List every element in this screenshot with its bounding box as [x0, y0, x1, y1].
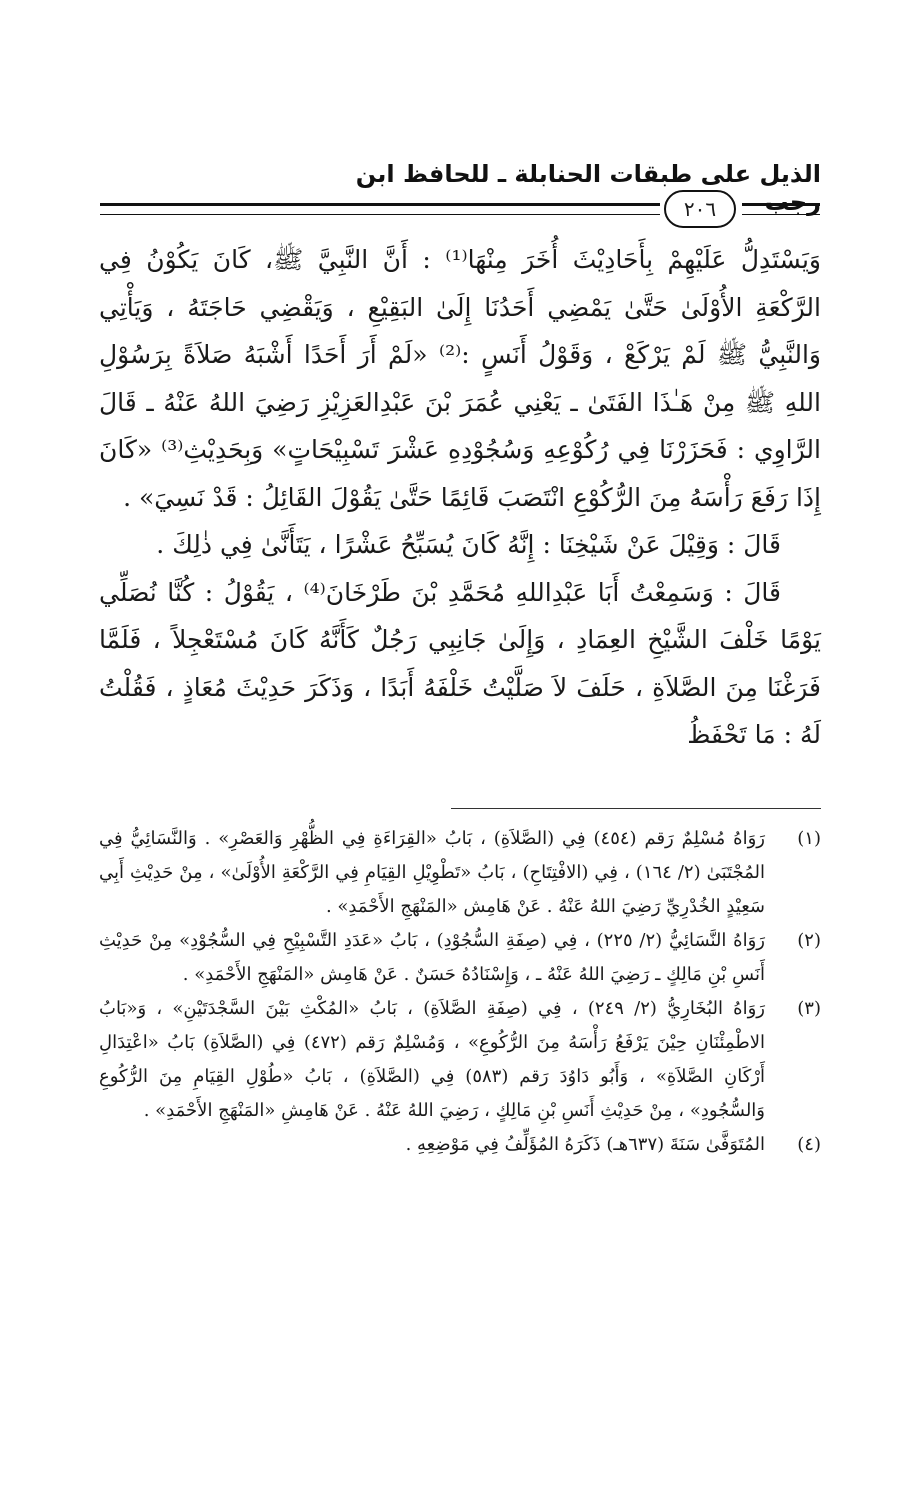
footnote-2	[99, 924, 821, 992]
footnote-text: رَوَاهُ البُخَارِيُّ (٢/ ٢٤٩) ، فِي (صِفَةِ الصَّلاَةِ) ، بَابُ «المُكْثِ بَيْنَ السَّجْدَتَيْنِ» ، وَ«بَابُ الاطْمِئْنَانِ حِيْنَ يَرْفَعُ رَأْسَهُ مِنَ الرُّكُوعِ» ، وَمُسْلِمٌ رَقم (٤٧٢) فِي (الصَّلاَةِ) بَابُ «اعْتِدَالِ أَرْكَانِ الصَّلاَةِ» ، وَأَبُو دَاوُدَ رَقم (٥٨٣) فِي (الصَّلاَةِ) ، بَابُ «طُوْلِ القِيَامِ مِنَ الرُّكُوعِ وَالسُّجُودِ» ، مِنْ حَدِيْثِ أَنَسِ بْنِ مَالِكٍ ، رَضِيَ اللهُ عَنْهُ . عَنْ هَامِشِ «المَنْهَجِ الأَحْمَدِ» .	[99, 998, 765, 1121]
paragraph-1: وَيَسْتَدِلُّ عَلَيْهِمْ بِأَحَادِيْثَ أُخَرَ مِنْهَا⁽¹⁾ : أَنَّ النَّبِيَّ ﷺ، كَانَ يَكُوْنُ فِي الرَّكْعَةِ الأُوْلَىٰ حَتَّىٰ يَمْضِي أَحَدُنَا إِلَىٰ البَقِيْعِ ، وَيَقْضِي حَاجَتَهُ ، وَيَأْتِي وَالنَّبِيُّ ﷺ لَمْ يَرْكَعْ ، وَقَوْلُ أَنَسٍ :⁽²⁾ «لَمْ أَرَ أَحَدًا أَشْبَهُ صَلاَةً بِرَسُوْلِ اللهِ ﷺ مِنْ هَـٰذَا الفَتَىٰ ـ يَعْنِي عُمَرَ بْنَ عَبْدِالعَزِيْزِ رَضِيَ اللهُ عَنْهُ ـ قَالَ الرَّاوِي : فَحَزَرْنَا فِي رُكُوْعِهِ وَسُجُوْدِهِ عَشْرَ تَسْبِيْحَاتٍ» وَبِحَدِيْثِ⁽³⁾ «كَانَ إِذَا رَفَعَ رَأْسَهُ مِنَ الرُّكُوْعِ انْتَصَبَ قَائِمًا حَتَّىٰ يَقُوْلَ القَائِلُ : قَدْ نَسِيَ» .	[99, 245, 821, 512]
paragraph-2: قَالَ : وَقِيْلَ عَنْ شَيْخِنَا : إِنَّهُ كَانَ يُسَبِّحُ عَشْرًا ، يَتَأَنَّىٰ فِي ذٰلِكَ .	[156, 530, 781, 559]
footnote-3	[99, 992, 821, 1128]
page-number: ٢٠٦	[664, 190, 736, 228]
header-rule-short-thick	[742, 203, 820, 206]
footnote-text: رَوَاهُ النَّسَائِيُّ (٢/ ٢٢٥) ، فِي (صِفَةِ السُّجُوْدِ) ، بَابُ «عَدَدِ التَّسْبِيْحِ فِي السُّجُوْدِ» مِنْ حَدِيْثِ أَنَسِ بْنِ مَالِكٍ ـ رَضِيَ اللهُ عَنْهُ ـ ، وَإِسْنَادُهُ حَسَنٌ . عَنْ هَامِش «المَنْهَجِ الأَحْمَدِ» .	[99, 930, 765, 985]
paragraph-3: قَالَ : وَسَمِعْتُ أَبَا عَبْدِاللهِ مُحَمَّدِ بْنَ طَرْخَانَ⁽⁴⁾ ، يَقُوْلُ : كُنَّا نُصَلِّي يَوْمًا خَلْفَ الشَّيْخِ العِمَادِ ، وَإِلَىٰ جَانِبِي رَجُلٌ كَأَنَّهُ كَانَ مُسْتَعْجِلاً ، فَلَمَّا فَرَغْنَا مِنَ الصَّلاَةِ ، حَلَفَ لاَ صَلَّيْتُ خَلْفَهُ أَبَدًا ، وَذَكَرَ حَدِيْثَ مُعَاذٍ ، فَقُلْتُ لَهُ : مَا تَحْفَظُ	[99, 577, 821, 749]
running-title: الذيل على طبقات الحنابلة ـ للحافظ ابن رجب	[355, 160, 821, 216]
header-rule-thick	[100, 203, 660, 206]
footnote-text: رَوَاهُ مُسْلِمٌ رَقم (٤٥٤) فِي (الصَّلاَةِ) ، بَابُ «القِرَاءَةِ فِي الظُّهْرِ وَالعَصْرِ» . وَالنَّسَائِيُّ فِي المُجْتَبَىٰ (٢/ ١٦٤) ، فِي (الافْتِتَاحِ) ، بَابُ «تَطْوِيْلِ القِيَامِ فِي الرَّكْعَةِ الأُوْلَىٰ» ، مِنْ حَدِيْثِ أَبِي سَعِيْدٍ الخُدْرِيِّ رَضِيَ اللهُ عَنْهُ . عَنْ هَامِش «المَنْهَجِ الأَحْمَدِ» .	[99, 828, 766, 917]
header-rule-thin	[100, 214, 660, 215]
footnote-number: (١)	[797, 828, 821, 849]
footnote-text: المُتَوَفَّىٰ سَنَةَ (٦٣٧هـ) ذَكَرَهُ المُؤَلِّفُ فِي مَوْضِعِهِ .	[405, 1134, 765, 1155]
footnote-number: (٢)	[797, 930, 821, 951]
footnotes	[99, 822, 821, 1162]
main-text	[99, 236, 821, 759]
footnote-1	[99, 822, 821, 924]
footnote-number: (٤)	[797, 1134, 821, 1155]
header-rule-short-thin	[742, 214, 820, 215]
footnote-number: (٣)	[797, 998, 821, 1019]
footnote-4	[99, 1128, 821, 1162]
footnote-separator	[451, 808, 821, 809]
